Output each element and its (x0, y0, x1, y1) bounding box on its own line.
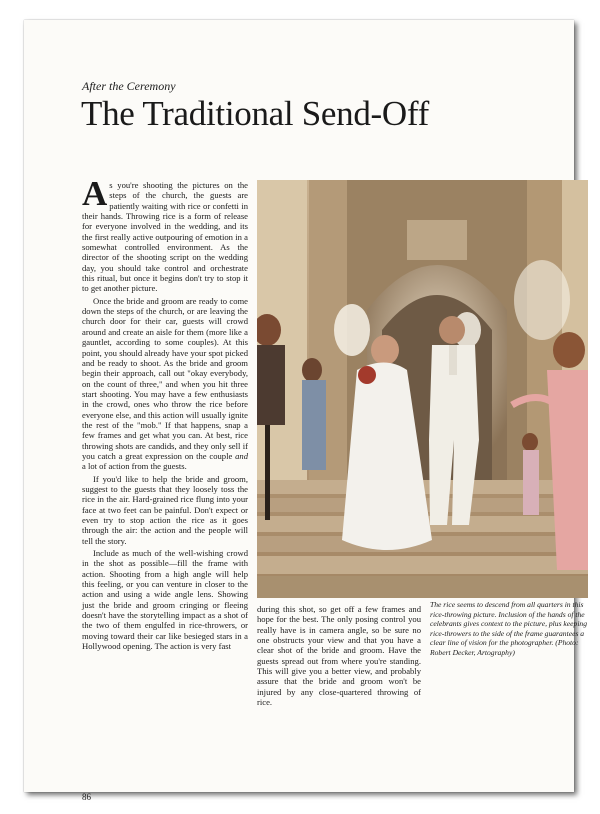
paragraph-3: If you'd like to help the bride and groom, suggest to the guests that they loosely toss the rice in the air. Hard-grained rice flung into your face at two feet can be painful. Don't expect or even try to stop action the rice as it goes through the air: the action and the people will tell the story. (82, 473, 248, 546)
wedding-photo (257, 180, 588, 598)
paragraph-5: during this shot, so get off a few frames and hope for the best. The only posing control you really have is in camera angle, so be sure no one obstructs your view and that you have a clear shot of the bride and groom. Have the guests spread out from where you're standing. This will give you a better view, and probably assure that the bride and groom won't be injured by any close-quartered throwing of rice. (257, 604, 421, 708)
paragraph-2: Once the bride and groom are ready to come down the steps of the church, or are leaving the church door for their car, guests will crowd around and create an aisle for them (more like a gauntlet, according to some couples). At this point, you should already have your spot picked and be ready to shoot. As the bride and groom begin their approach, call out "okay everybody, on the count of three," and when you hit three start shooting. You may have a few enthusiasts in the crowd, ones who throw the rice before everyone else, and this action will usually ignite the rest of the "mob." If that happens, snap a few frames and get what you can. At best, rice throwing shots are candids, and they only sell if you catch a great expression on the couple and a lot of action from the guests. (82, 295, 248, 472)
photo-illustration (257, 180, 588, 598)
drop-cap: A (82, 174, 108, 213)
body-column-middle (257, 604, 421, 707)
page-title: The Traditional Send-Off (81, 94, 429, 133)
paragraph-1: As you're shooting the pictures on the steps of the church, the guests are patiently waiting with rice or confetti in their hands. Throwing rice is a form of release for everyone involved in the wedding, and its the first really active outpouring of emotion in a somewhat controlled environment. As the director of the shooting script on the wedding day, you should take control and orchestrate this ritual, but once it begins don't try to stop it to get another picture. (82, 174, 248, 294)
paragraph-4: Include as much of the well-wishing crowd in the shot as possible—fill the frame with action. Shooting from a high angle will help this feeling, or you can venture in closer to the action and using a wide angle lens. Showing just the bride and groom cringing or fleeing doesn't have the storytelling impact as a shot of the two of them engulfed in rice-throwers, or moving toward their car like besieged stars in a Hollywood opening. The action is very fast (82, 548, 248, 652)
section-kicker: After the Ceremony (82, 79, 176, 93)
photo-caption: The rice seems to descend from all quarters in this rice-throwing picture. Inclusion of the hands of the celebrants gives context to the picture, plus keeping rice-throwers to the side of the frame guarantees a clear line of vision for the photographer. (Photo: Robert Decker, Artography) (430, 600, 588, 657)
body-column-left (82, 174, 248, 652)
magazine-page (24, 20, 588, 802)
page-number: 86 (82, 792, 91, 802)
